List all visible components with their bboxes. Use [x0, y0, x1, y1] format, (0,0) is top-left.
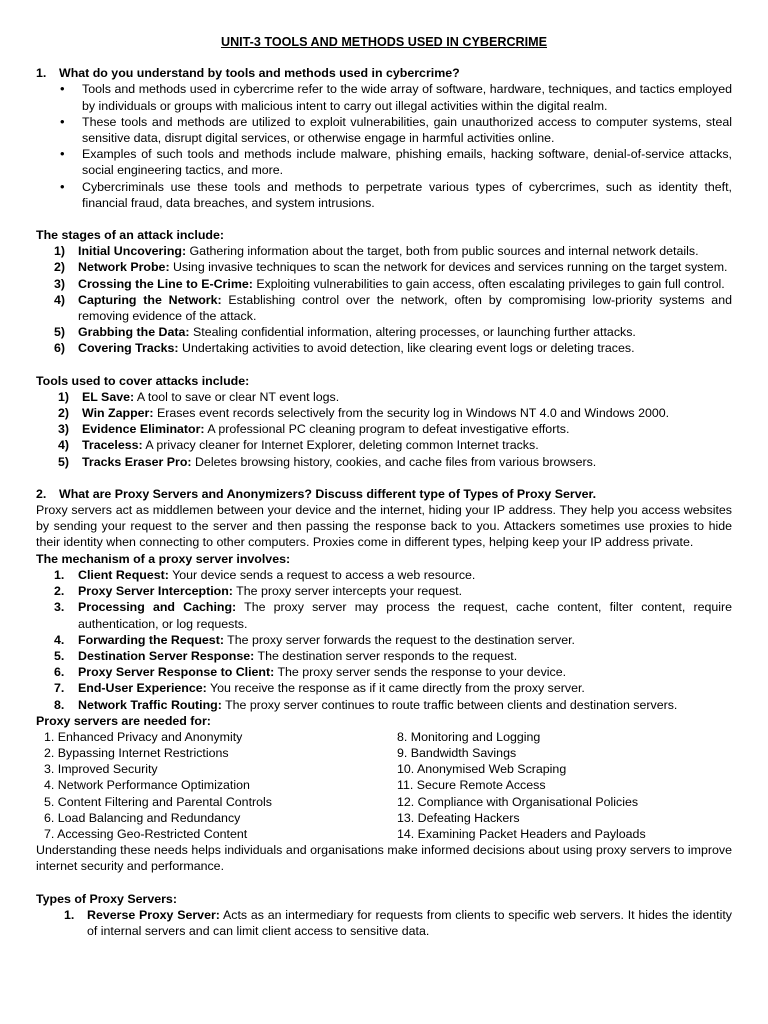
types-heading: Types of Proxy Servers: — [36, 891, 177, 906]
stage-number: 4) — [54, 292, 66, 307]
tool-item — [58, 389, 732, 405]
mechanism-desc: The proxy server continues to route traffic between clients and destination servers. — [225, 697, 678, 712]
mechanism-term: Processing and Caching: — [78, 600, 237, 615]
mechanism-desc: The proxy server sends the response to your device. — [277, 665, 567, 680]
need-item: 13. Defeating Hackers — [397, 810, 520, 825]
need-item: 1. Enhanced Privacy and Anonymity — [44, 729, 243, 744]
tool-term: EL Save: — [82, 389, 135, 404]
needs-heading: Proxy servers are needed for: — [36, 713, 211, 728]
stage-desc: Establishing control over the network, often by compromising low-priority systems and removing evidence of the attack. — [78, 292, 732, 324]
question-2-text: What are Proxy Servers and Anonymizers? Discuss different type of Types of Proxy Server. — [59, 486, 597, 501]
stage-term: Network Probe: — [78, 260, 170, 275]
stages-list — [36, 243, 732, 356]
mechanism-term: Network Traffic Routing: — [78, 697, 222, 712]
question-1 — [36, 65, 732, 81]
question-2-number: 2. — [36, 486, 47, 501]
stage-number: 1) — [54, 244, 66, 259]
mechanism-number: 5. — [54, 648, 65, 663]
need-item: 7. Accessing Geo-Restricted Content — [44, 827, 248, 842]
mechanism-list — [36, 567, 732, 713]
needs-columns — [36, 729, 732, 842]
mechanism-term: Proxy Server Response to Client: — [78, 665, 275, 680]
need-item: 2. Bypassing Internet Restrictions — [44, 746, 229, 761]
cover-tools-list — [36, 389, 732, 470]
need-item: 6. Load Balancing and Redundancy — [44, 810, 241, 825]
stages-heading: The stages of an attack include: — [36, 228, 224, 243]
stage-desc: Stealing confidential information, altering processes, or launching further attacks. — [192, 325, 636, 340]
tool-term: Win Zapper: — [82, 406, 154, 421]
stage-number: 5) — [54, 325, 66, 340]
question-2 — [36, 486, 732, 502]
mechanism-desc: The destination server responds to the request. — [257, 648, 518, 663]
tool-term: Evidence Eliminator: — [82, 422, 205, 437]
bullet-item: • Examples of such tools and methods include malware, phishing emails, hacking software, denial-of-service attacks, social engineering tactics, and more. — [82, 146, 732, 178]
types-list — [36, 907, 732, 939]
mechanism-desc: The proxy server intercepts your request. — [236, 584, 463, 599]
stage-item — [54, 259, 732, 275]
mechanism-number: 4. — [54, 632, 65, 647]
mechanism-number: 2. — [54, 584, 65, 599]
cover-tools-heading: Tools used to cover attacks include: — [36, 373, 250, 388]
stage-desc: Exploiting vulnerabilities to gain access, often escalating privileges to gain full control. — [256, 276, 725, 291]
tool-number: 4) — [58, 438, 70, 453]
stage-desc: Gathering information about the target, both from public sources and internal network details. — [189, 244, 699, 259]
tool-number: 2) — [58, 406, 70, 421]
stage-number: 6) — [54, 341, 66, 356]
mechanism-term: Client Request: — [78, 567, 169, 582]
stage-item — [54, 243, 732, 259]
bullet-item: • Tools and methods used in cybercrime refer to the wide array of software, hardware, techniques, and tactics employed by individuals or groups with malicious intent to carry out illegal activities within the digital realm. — [82, 81, 732, 113]
mechanism-term: Proxy Server Interception: — [78, 584, 233, 599]
mechanism-item — [54, 648, 732, 664]
bullet-item: • These tools and methods are utilized to exploit vulnerabilities, gain unauthorized access to computer systems, steal sensitive data, disrupt digital services, or otherwise engage in harmful activities online. — [82, 114, 732, 146]
need-item: 3. Improved Security — [44, 762, 158, 777]
need-item: 5. Content Filtering and Parental Controls — [44, 794, 272, 809]
mechanism-desc: You receive the response as if it came directly from the proxy server. — [210, 681, 585, 696]
mechanism-number: 8. — [54, 697, 65, 712]
mechanism-heading: The mechanism of a proxy server involves: — [36, 551, 291, 566]
type-desc: Acts as an intermediary for requests from clients to specific web servers. It hides the identity of internal servers and can limit client access to sensitive data. — [87, 907, 732, 939]
stage-term: Grabbing the Data: — [78, 325, 190, 340]
tool-desc: Erases event records selectively from the security log in Windows NT 4.0 and Windows 2000. — [156, 406, 670, 421]
tool-item — [58, 454, 732, 470]
tool-desc: A tool to save or clear NT event logs. — [136, 389, 340, 404]
stage-item — [54, 276, 732, 292]
type-item — [64, 907, 732, 939]
stage-item — [54, 324, 732, 340]
tool-number: 1) — [58, 389, 70, 404]
tool-item — [58, 405, 732, 421]
stage-term: Crossing the Line to E-Crime: — [78, 276, 253, 291]
stage-desc: Undertaking activities to avoid detection, like clearing event logs or deleting traces. — [182, 341, 635, 356]
stage-term: Covering Tracks: — [78, 341, 179, 356]
need-item: 10. Anonymised Web Scraping — [397, 762, 567, 777]
mechanism-item — [54, 697, 732, 713]
stage-number: 2) — [54, 260, 66, 275]
mechanism-item — [54, 632, 732, 648]
mechanism-desc: The proxy server may process the request, cache content, filter content, require authentication, or log requests. — [78, 600, 733, 631]
need-item: 14. Examining Packet Headers and Payloads — [397, 827, 646, 842]
proxy-intro: Proxy servers act as middlemen between your device and the internet, hiding your IP address. They help you access websites by sending your request to the server and then passing the response back to you. Attackers sometimes use proxies to hide their identity when connecting to other computers. Proxies come in different types, helping keep your IP address private. — [36, 503, 732, 550]
need-item: 9. Bandwidth Savings — [397, 746, 517, 761]
tool-term: Tracks Eraser Pro: — [82, 454, 192, 469]
stage-item — [54, 292, 732, 324]
needs-summary: Understanding these needs helps individuals and organisations make informed decisions about using proxy servers to improve internet security and performance. — [36, 843, 732, 874]
need-item: 4. Network Performance Optimization — [44, 778, 250, 793]
tool-item — [58, 421, 732, 437]
tool-desc: A professional PC cleaning program to defeat investigative efforts. — [207, 422, 570, 437]
document-page — [36, 34, 732, 939]
need-item: 12. Compliance with Organisational Policies — [397, 794, 639, 809]
page-title: UNIT-3 TOOLS AND METHODS USED IN CYBERCRIME — [220, 35, 548, 49]
need-item: 8. Monitoring and Logging — [397, 729, 541, 744]
mechanism-item — [54, 599, 733, 631]
mechanism-number: 1. — [54, 567, 65, 582]
stage-desc: Using invasive techniques to scan the network for devices and services running on the target system. — [173, 260, 728, 275]
tool-item — [58, 437, 732, 453]
stage-item — [54, 340, 732, 356]
mechanism-term: Forwarding the Request: — [78, 632, 224, 647]
mechanism-item — [54, 567, 732, 583]
tool-desc: A privacy cleaner for Internet Explorer, deleting common Internet tracks. — [145, 438, 539, 453]
mechanism-term: Destination Server Response: — [78, 648, 255, 663]
question-1-bullets — [36, 81, 732, 211]
mechanism-number: 3. — [54, 600, 65, 615]
bullet-item: • Cybercriminals use these tools and methods to perpetrate various types of cybercrimes, such as identity theft, financial fraud, data breaches, and system intrusions. — [82, 179, 732, 211]
mechanism-number: 6. — [54, 665, 65, 680]
type-number: 1. — [64, 907, 75, 922]
mechanism-desc: The proxy server forwards the request to the destination server. — [227, 632, 575, 647]
tool-number: 3) — [58, 422, 70, 437]
needs-right-column — [397, 729, 732, 842]
question-1-text: What do you understand by tools and methods used in cybercrime? — [59, 66, 460, 81]
mechanism-item — [54, 583, 732, 599]
stage-term: Initial Uncovering: — [78, 244, 187, 259]
tool-term: Traceless: — [82, 438, 143, 453]
stage-number: 3) — [54, 276, 66, 291]
need-item: 11. Secure Remote Access — [397, 778, 546, 793]
type-term: Reverse Proxy Server: — [87, 907, 220, 922]
question-1-number: 1. — [36, 66, 47, 81]
mechanism-item — [54, 664, 732, 680]
stage-term: Capturing the Network: — [78, 292, 222, 307]
mechanism-desc: Your device sends a request to access a web resource. — [172, 567, 476, 582]
mechanism-number: 7. — [54, 681, 65, 696]
needs-left-column — [36, 729, 397, 842]
mechanism-item — [54, 680, 732, 696]
tool-number: 5) — [58, 454, 70, 469]
tool-desc: Deletes browsing history, cookies, and cache files from various browsers. — [194, 454, 597, 469]
mechanism-term: End-User Experience: — [78, 681, 207, 696]
